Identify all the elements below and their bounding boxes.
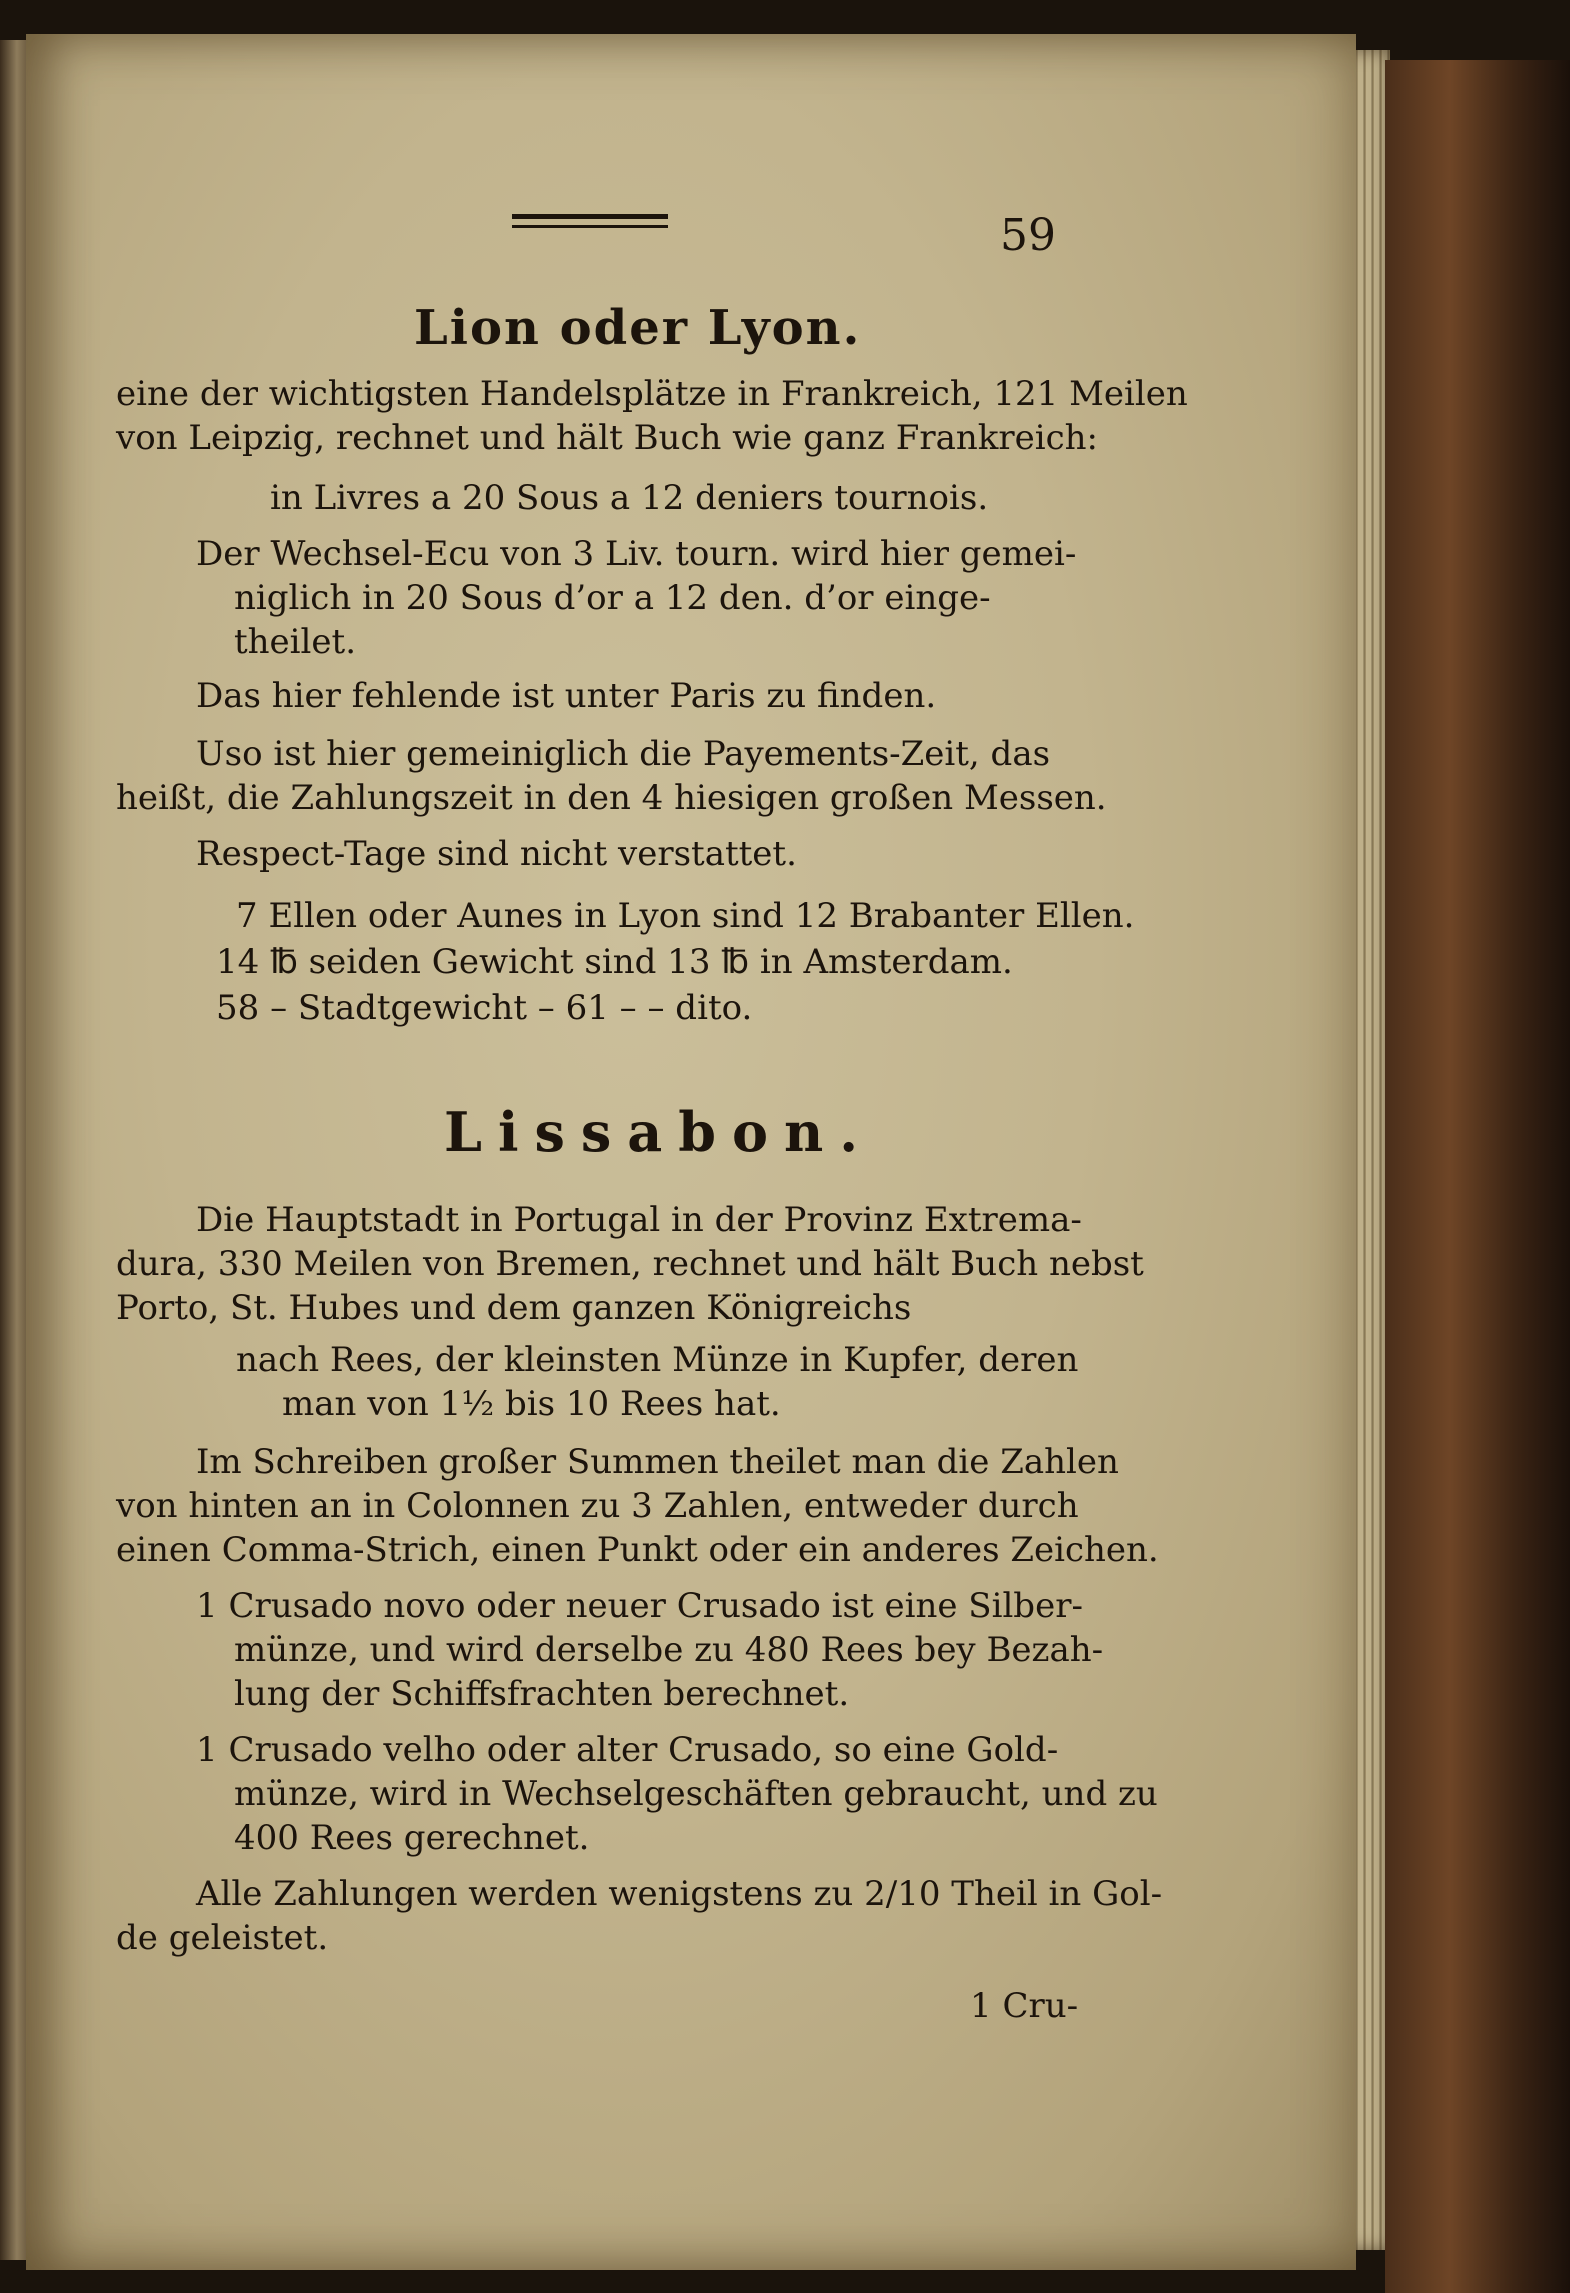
header-rule xyxy=(512,214,668,228)
text-line: 400 Rees gerechnet. xyxy=(234,1818,590,1858)
section-title-lissabon: Lissabon. xyxy=(444,1100,875,1164)
text-line: Alle Zahlungen werden wenigstens zu 2/10 Theil in Gol- xyxy=(196,1874,1163,1914)
text-line: theilet. xyxy=(234,622,357,662)
section-title-lyon: Lion oder Lyon. xyxy=(414,300,862,356)
page-number: 59 xyxy=(1000,210,1056,261)
measure-line: 14 ℔ seiden Gewicht sind 13 ℔ in Amsterdam. xyxy=(216,942,1013,982)
text-line: Porto, St. Hubes und dem ganzen Königreichs xyxy=(116,1288,912,1328)
measure-line: 7 Ellen oder Aunes in Lyon sind 12 Brabanter Ellen. xyxy=(236,896,1135,936)
text-line: einen Comma-Strich, einen Punkt oder ein anderes Zeichen. xyxy=(116,1530,1159,1570)
text-line: 1 Crusado velho oder alter Crusado, so eine Gold- xyxy=(196,1730,1059,1770)
text-line: Respect-Tage sind nicht verstattet. xyxy=(196,834,797,874)
measure-line: 58 – Stadtgewicht – 61 – – dito. xyxy=(216,988,753,1028)
text-line: münze, und wird derselbe zu 480 Rees bey Bezah- xyxy=(234,1630,1104,1670)
text-line: lung der Schiffsfrachten berechnet. xyxy=(234,1674,850,1714)
text-line: von hinten an in Colonnen zu 3 Zahlen, entweder durch xyxy=(116,1486,1079,1526)
text-line: Uso ist hier gemeiniglich die Payements-Zeit, das xyxy=(196,734,1051,774)
text-line: münze, wird in Wechselgeschäften gebraucht, und zu xyxy=(234,1774,1158,1814)
text-line: Im Schreiben großer Summen theilet man die Zahlen xyxy=(196,1442,1119,1482)
text-line: 1 Crusado novo oder neuer Crusado ist eine Silber- xyxy=(196,1586,1083,1626)
text-line: Das hier fehlende ist unter Paris zu finden. xyxy=(196,676,937,716)
text-line: Die Hauptstadt in Portugal in der Provinz Extrema- xyxy=(196,1200,1082,1240)
text-line: de geleistet. xyxy=(116,1918,329,1958)
currency-line: in Livres a 20 Sous a 12 deniers tournois. xyxy=(270,478,989,518)
text-line: niglich in 20 Sous d’or a 12 den. d’or einge- xyxy=(234,578,991,618)
text-line: dura, 330 Meilen von Bremen, rechnet und hält Buch nebst xyxy=(116,1244,1144,1284)
text-line: eine der wichtigsten Handelsplätze in Frankreich, 121 Meilen xyxy=(116,374,1188,414)
catchword: 1 Cru- xyxy=(970,1986,1079,2026)
text-line: man von 1½ bis 10 Rees hat. xyxy=(282,1384,781,1424)
text-line: nach Rees, der kleinsten Münze in Kupfer, deren xyxy=(236,1340,1079,1380)
text-line: heißt, die Zahlungszeit in den 4 hiesigen großen Messen. xyxy=(116,778,1107,818)
text-line: von Leipzig, rechnet und hält Buch wie ganz Frankreich: xyxy=(116,418,1099,458)
text-line: Der Wechsel-Ecu von 3 Liv. tourn. wird hier gemei- xyxy=(196,534,1077,574)
